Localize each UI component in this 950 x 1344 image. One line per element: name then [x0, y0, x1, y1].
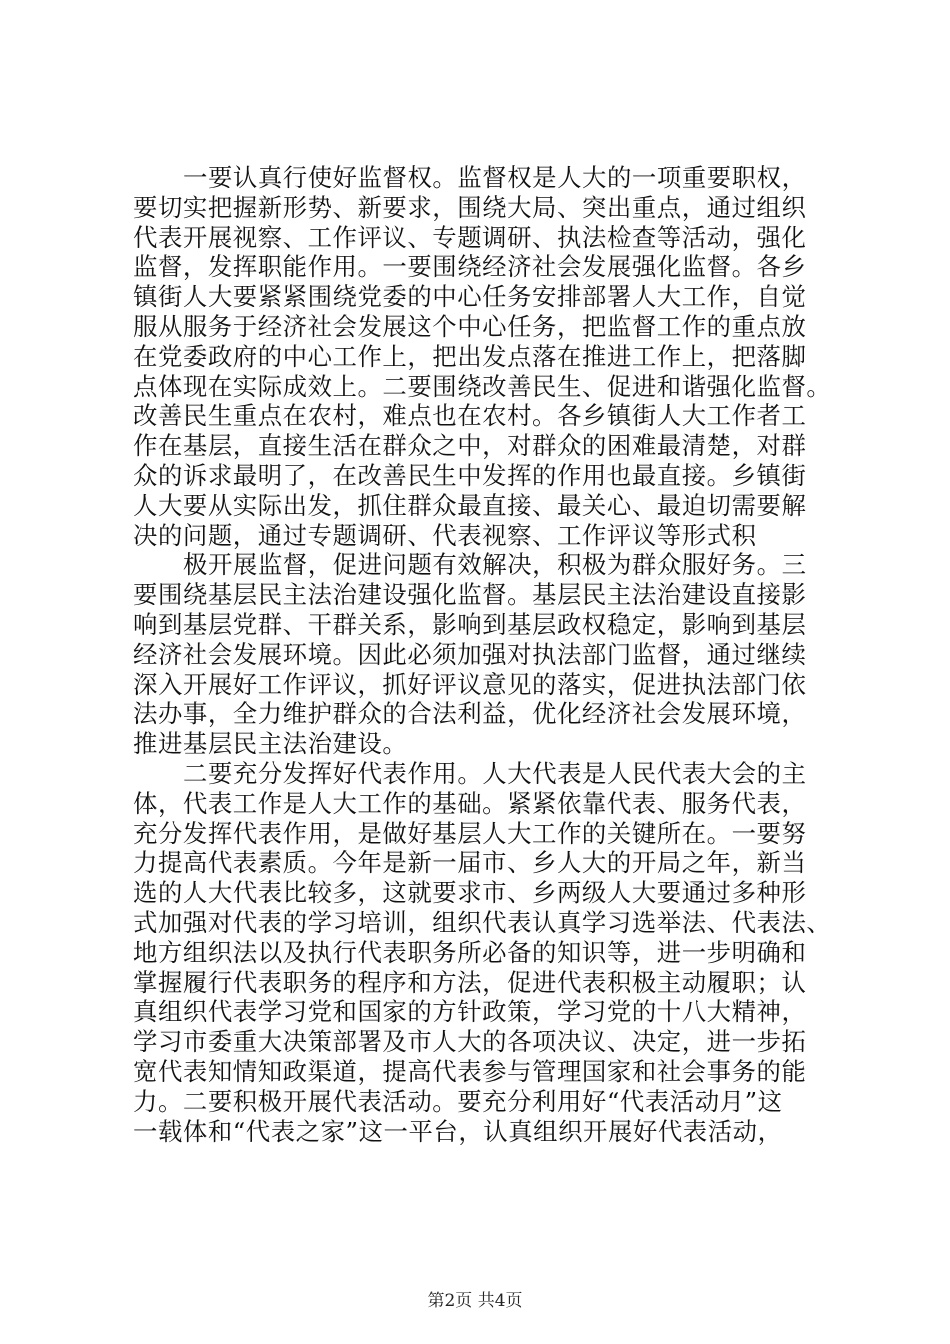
text-line: 经济社会发展环境。因此必须加强对执法部门监督，通过继续: [133, 639, 807, 669]
text-line: 地方组织法以及执行代表职务所必备的知识等，进一步明确和: [133, 937, 807, 967]
text-line: 代表开展视察、工作评议、专题调研、执法检查等活动，强化: [133, 222, 807, 252]
text-line: 众的诉求最明了，在改善民生中发挥的作用也最直接。乡镇街: [133, 460, 807, 490]
text-line: 极开展监督，促进问题有效解决，积极为群众服好务。三: [183, 550, 807, 580]
text-line: 推进基层民主法治建设。: [133, 729, 408, 759]
text-line: 点体现在实际成效上。二要围绕改善民生、促进和谐强化监督。: [133, 371, 832, 401]
text-line: 学习市委重大决策部署及市人大的各项决议、决定，进一步拓: [133, 1027, 807, 1057]
text-line: 选的人大代表比较多，这就要求市、乡两级人大要通过多种形: [133, 878, 807, 908]
text-line: 法办事，全力维护群众的合法利益，优化经济社会发展环境，: [133, 699, 807, 729]
text-line: 作在基层，直接生活在群众之中，对群众的困难最清楚，对群: [133, 431, 807, 461]
text-line: 改善民生重点在农村，难点也在农村。各乡镇街人大工作者工: [133, 401, 807, 431]
text-line: 力提高代表素质。今年是新一届市、乡人大的开局之年，新当: [133, 848, 807, 878]
text-line: 宽代表知情知政渠道，提高代表参与管理国家和社会事务的能: [133, 1056, 807, 1086]
document-body: [133, 163, 833, 1146]
text-line: 镇街人大要紧紧围绕党委的中心任务安排部署人大工作，自觉: [133, 282, 807, 312]
text-line: 要围绕基层民主法治建设强化监督。基层民主法治建设直接影: [133, 580, 807, 610]
text-line: 要切实把握新形势、新要求，围绕大局、突出重点，通过组织: [133, 192, 807, 222]
text-line: 决的问题，通过专题调研、代表视察、工作评议等形式积: [133, 520, 757, 550]
text-line: 式加强对代表的学习培训，组织代表认真学习选举法、代表法、: [133, 907, 832, 937]
text-line: 深入开展好工作评议，抓好评议意见的落实，促进执法部门依: [133, 669, 807, 699]
text-line: 在党委政府的中心工作上，把出发点落在推进工作上，把落脚: [133, 341, 807, 371]
text-line: 一载体和“代表之家”这一平台，认真组织开展好代表活动，: [133, 1116, 783, 1146]
text-line: 一要认真行使好监督权。监督权是人大的一项重要职权，: [183, 163, 807, 192]
text-line: 体，代表工作是人大工作的基础。紧紧依靠代表、服务代表，: [133, 788, 807, 818]
text-line: 力。二要积极开展代表活动。要充分利用好“代表活动月”这: [133, 1086, 783, 1116]
text-line: 真组织代表学习党和国家的方针政策，学习党的十八大精神，: [133, 997, 807, 1027]
text-line: 响到基层党群、干群关系，影响到基层政权稳定，影响到基层: [133, 609, 807, 639]
text-line: 充分发挥代表作用，是做好基层人大工作的关键所在。一要努: [133, 818, 807, 848]
page-footer: 第2页 共4页: [427, 1291, 523, 1311]
text-line: 人大要从实际出发，抓住群众最直接、最关心、最迫切需要解: [133, 490, 807, 520]
text-line: 监督，发挥职能作用。一要围绕经济社会发展强化监督。各乡: [133, 252, 807, 282]
text-line: 服从服务于经济社会发展这个中心任务，把监督工作的重点放: [133, 311, 807, 341]
text-line: 掌握履行代表职务的程序和方法，促进代表积极主动履职；认: [133, 967, 807, 997]
text-line: 二要充分发挥好代表作用。人大代表是人民代表大会的主: [183, 758, 807, 788]
